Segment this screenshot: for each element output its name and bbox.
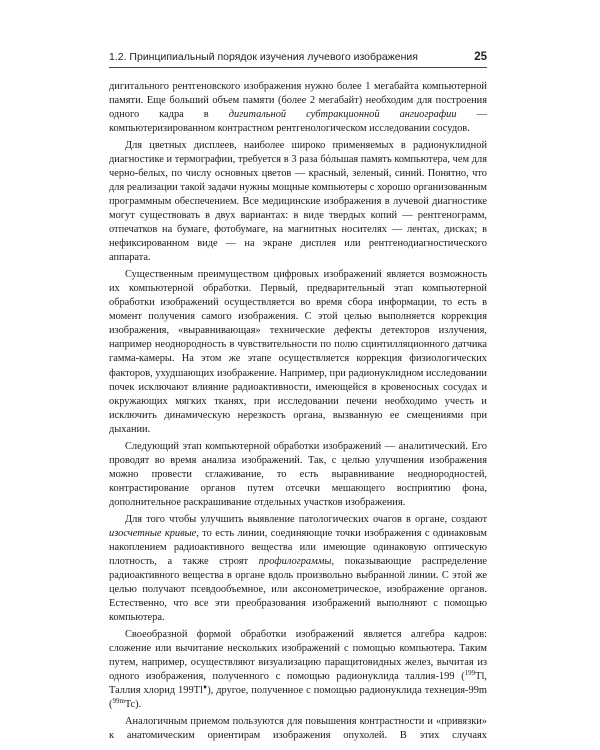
- term-isocount-curves: изосчетные кривые: [109, 527, 197, 539]
- section-title: 1.2. Принципиальный порядок изучения лучевого изображения: [109, 51, 418, 63]
- paragraph-2: Для цветных дисплеев, наиболее широко применяемых в радионуклидной диагностике и термографии, требуется в 3 раза бόльшая память компьютера, чем для черно-белых, по числу основных цветов — красный, зеленый, синий. Понятно, что для реализации такой задачи нужны мощные компьютеры с хорошо организованным программным обеспечением. Все медицинские изображения в лучевой диагностике могут существовать в двух вариантах: в виде твердых копий — рентгенограмм, отпечатков на бумаге, фотобумаге, на магнитных носителях — лентах, дисках; в нефиксированном виде — на экране дисплея или рентгенодиагностического аппарата.: [109, 139, 487, 264]
- body-text: [109, 80, 487, 746]
- drug-mark: ♦: [202, 682, 208, 691]
- paragraph-5: Для того чтобы улучшить выявление патологических очагов в органе, создают изосчетные кривые, то есть линии, соединяющие точки изображения с одинаковым накоплением радиоактивного вещества или имеющие одинаковую оптическую плотность, а также строят профилограммы, показывающие распределение радиоактивного вещества в органе вдоль произвольно выбранной линии. С этой же целью получают псевдообъемное, или аксонометрическое, изображение органов. Естественно, что все эти преобразования изображений выполняют с помощью компьютера.: [109, 513, 487, 623]
- page-number: 25: [474, 51, 487, 63]
- paragraph-7: Аналогичным приемом пользуются для повышения контрастности и «привязки» к анатомическим ориентирам изображения опухолей. В этих случаях: [109, 715, 487, 741]
- paragraph-4: Следующий этап компьютерной обработки изображений — аналитический. Его проводят во время анализа изображений. Так, с целью улучшения изображения можно провести сглаживание, то есть выравнивание неоднородностей, контрастирование органов путем отсечки мешающего восприятию фона, дополнительное раскрашивание отдельных участков изображения.: [109, 440, 487, 508]
- header-rule: [109, 67, 487, 68]
- paragraph-6: Своеобразной формой обработки изображений является алгебра кадров: сложение или вычитание нескольких изображений с помощью компьютера. Таким путем, например, осуществляют визуализацию паращитовидных желез, вычитая из одного изображения, полученного с помощью радионуклида таллия-199 ($^{199}$Tl, Таллия хлорид 199Tl♦), другое, полученное с помощью радионуклида технеция-99m ($^{99m}$Tc).: [109, 628, 487, 710]
- term-profilograms: профилограммы: [258, 555, 332, 567]
- paragraph-3: Существенным преимуществом цифровых изображений является возможность их компьютерной обработки. Первый, предварительный этап компьютерной обработки изображений осуществляется во время сбора информации, то есть в момент получения самого изображения. С этой целью выполняется коррекция изображения, «выравнивающая» технические дефекты детекторов излучения, например неоднородность в чувствительности по полю сцинтилляционного датчика гамма-камеры. На этом же этапе осуществляется коррекция физиологических факторов, ухудшающих изображение. Например, при радионуклидном исследовании почек исключают влияние радиоактивности, имеющейся в кровеносных сосудах и окружающих мягких тканях, при исследовании печени необходимо учесть и исключить динамическую нерезкость органа, вызванную ее смещениями при дыхании.: [109, 269, 487, 435]
- running-header: [109, 48, 487, 66]
- term-dsa: дигитальной субтракционной ангиографии: [228, 109, 457, 121]
- isotope-mass-tc: 99m: [112, 697, 125, 705]
- isotope-mass-tl: 199: [464, 668, 476, 677]
- paragraph-1: дигитального рентгеновского изображения нужно более 1 мегабайта компьютерной памяти. Еще больший объем памяти (более 2 мегабайт) необходим для построения одного кадра в дигитальной субтракционной ангиографии — компьютеризированном контрастном рентгенологическом исследовании сосудов.: [109, 81, 488, 135]
